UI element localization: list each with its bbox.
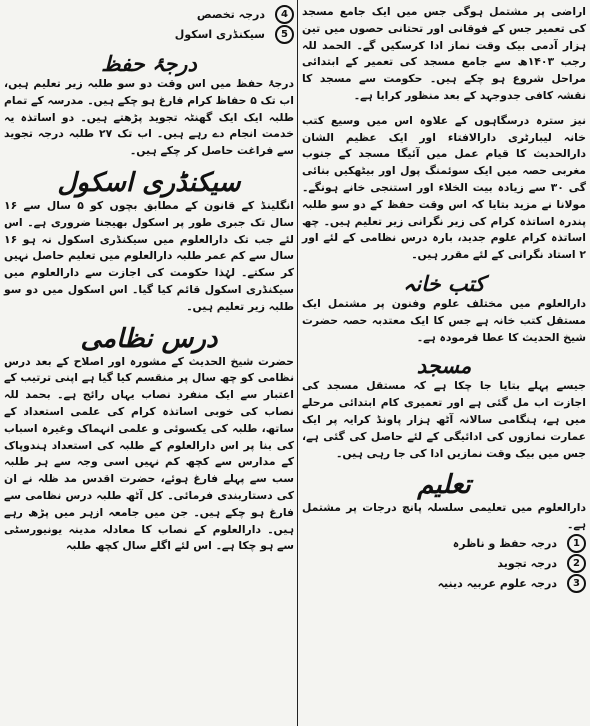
left-column: [4, 4, 294, 555]
level-number-circle: 5: [275, 25, 294, 44]
level-label: سیکنڈری اسکول: [174, 27, 265, 41]
school-heading: سیکنڈری اسکول: [57, 167, 241, 198]
level-item: [302, 534, 586, 554]
right-column: [302, 4, 586, 594]
nizami-heading: درس نظامی: [80, 323, 218, 354]
nizami-paragraph: حضرت شیخ الحدیث کے مشورہ اور اصلاح کے بعد درس نظامی کو چھ سال پر منقسم کیا گیا ہے اپنی ترتیب کے اعتبار سے ایک منفرد نصاب یہاں رائج ہے۔ بحمد للہ نصاب کی خوبی اساتذہ کرام کی علمی استعداد کے ساتھ، طلبہ کی یکسوئی و علمی انہماک وغیرہ اسباب کی بنا پر اس دارالعلوم کے طلبہ کی استعداد ہندوپاک کے مدارس سے کچھ کم نہیں اسی وجہ سے ہر طلبہ سب سے پہلے فارغ ہوئے، حضرت اقدس مد ظلہ نے ان کی دستاربندی فرمائی۔ کل آٹھ طلبہ درس نظامی سے فارغ ہو چکے ہیں۔ جن میں جامعہ ازہر میں پڑھ رہے ہیں۔ دارالعلوم کے نصاب کا معادلہ مدینہ یونیورسٹی سے ہو چکا ہے۔ اس لئے اگلے سال کچھ طلبہ: [4, 354, 294, 553]
level-number-circle: 1: [567, 534, 586, 553]
level-label: درجہ تجوید: [497, 557, 557, 571]
school-paragraph: انگلینڈ کے قانون کے مطابق بچوں کو ۵ سال سے ۱۶ سال تک جبری طور پر اسکول بھیجنا ضروری ہے۔ اس لئے جب تک دارالعلوم میں سیکنڈری اسکول نہ ہو ۱۶ سال سے کم عمر طلبہ دارالعلوم میں تعلیم حاصل نہیں کر سکتے۔ لہٰذا حکومت کی اجازت سے دارالعلوم میں سیکنڈری اسکول قائم کیا گیا۔ اس اسکول میں دو سو طلبہ زیر تعلیم ہیں۔: [4, 198, 295, 313]
level-label: درجہ علوم عربیہ دینیہ: [437, 577, 557, 591]
level-item: [4, 4, 294, 24]
education-heading: تعلیم: [417, 470, 471, 501]
education-level-list: [302, 534, 586, 594]
level-item: [4, 24, 294, 44]
level-label: درجہ تخصص: [196, 7, 265, 21]
library-intro-paragraph: نیز سترہ درسگاہوں کے علاوہ اس میں وسیع کتب خانہ لیبارٹری دارالافتاء اور ایک عظیم الشان دارالحدیث کا قیام عمل میں آئیگا مسجد کے جنوب مغربی حصہ میں ایک سوئمنگ پول اور بیٹھکیں بنائی گی ۳۰ سے زیادہ بیت الخلاء اور استنجی خانے ہونگے۔ مولانا نے مزید بتایا کہ اس وقت حفظ کے دو سو طلبہ پندرہ اساتذہ کرام کی زیر نگرانی زیر تعلیم ہیں۔ چھ اساتذہ کرام علوم جدید، بارہ درس نظامی کے لئے اور ۲ استاد نگرانی کے لئے مقرر ہیں۔: [302, 113, 586, 262]
education-level-list-continued: [4, 4, 294, 44]
level-label: درجہ حفظ و ناظرہ: [452, 537, 557, 551]
library-heading: کتب خانہ: [403, 271, 485, 296]
level-number-circle: 3: [567, 574, 586, 593]
level-number-circle: 4: [275, 5, 294, 24]
level-item: [302, 574, 586, 594]
mosque-paragraph: جیسے پہلے بتایا جا چکا ہے کہ مستقل مسجد کی اجازت اب مل گئی ہے اور تعمیری کام ابتدائی مرحلے میں ہے، ہنگامی سالانہ آٹھ ہزار پاونڈ کرایہ پر ایک عمارت نمازوں کی ادائیگی کے لئے حاصل کی گئی ہے، جس میں بیک وقت نمازیں ادا کی جا رہی ہیں۔: [302, 379, 586, 460]
education-paragraph: دارالعلوم میں تعلیمی سلسلہ پانچ درجات پر مشتمل ہے۔: [302, 501, 586, 532]
column-divider: [297, 0, 298, 726]
hifz-paragraph: درجۂ حفظ میں اس وقت دو سو طلبہ زیر تعلیم ہیں، اب تک ۵ حفاظ کرام فارغ ہو چکے ہیں۔ مدرسہ کے تمام طلبہ ایک ایک گھنٹہ تجوید پڑھتے ہیں۔ دو اساتذہ یہ خدمت انجام دے رہے ہیں۔ اب تک ۲۷ طلبہ درجہ تجوید سے فراغت حاصل کر چکے ہیں۔: [4, 77, 294, 158]
level-number-circle: 2: [567, 554, 586, 573]
mosque-heading: مسجد: [416, 354, 472, 379]
hifz-heading: درجۂ حفظ: [101, 52, 197, 76]
library-paragraph: دارالعلوم میں مختلف علوم وفنون پر مشتمل ایک مستقل کتب خانہ ہے جس کا ایک معتدبہ حصہ حضرت شیخ الحدیث کا عطا فرمودہ ہے۔: [302, 296, 586, 344]
level-item: [302, 554, 586, 574]
intro-paragraph: اراضی پر مشتمل ہوگی جس میں ایک جامع مسجد کی تعمیر جس کے فوقانی اور تحتانی حصوں میں تین ہزار آدمی بیک وقت نماز ادا کرسکیں گے۔ الحمد للہ رجب ۱۴۰۳ھ سے جامع مسجد کی تعمیر کے ابتدائی مراحل شروع ہو چکے ہیں۔ حکومت سے مسجد کا نقشہ کافی جدوجہد کے بعد منظور کرایا ہے۔: [302, 5, 587, 102]
